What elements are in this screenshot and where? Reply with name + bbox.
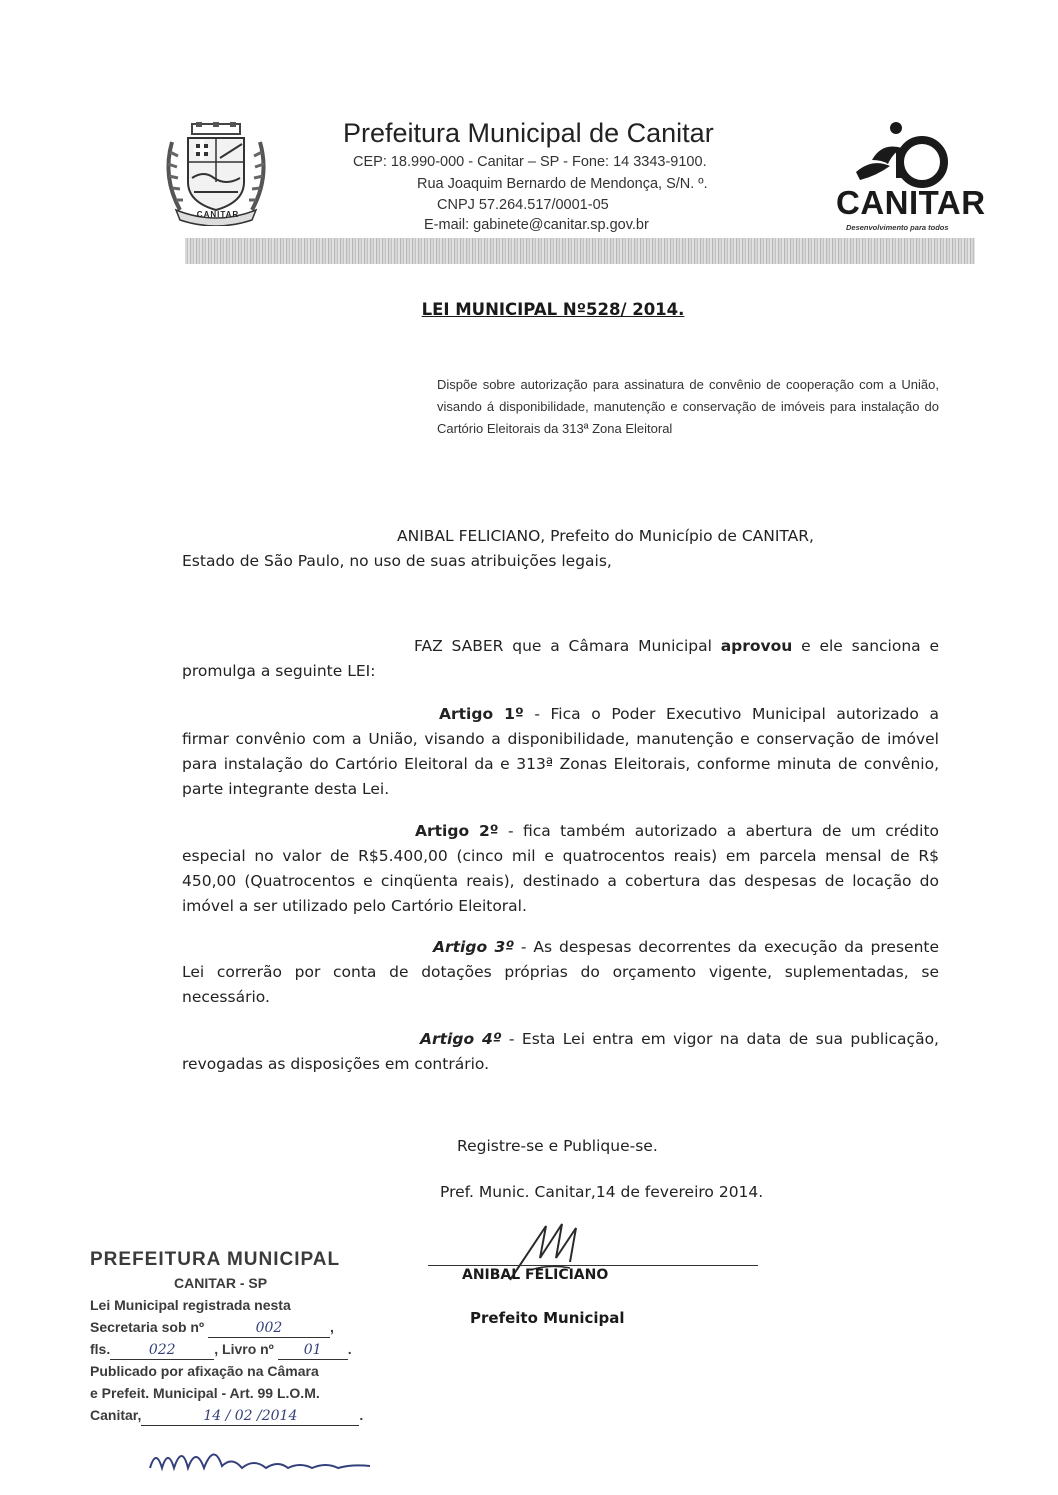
stamp-line-4: Secretaria sob nº 002 , bbox=[90, 1319, 334, 1336]
header-address-line: Rua Joaquim Bernardo de Mendonça, S/N. º. bbox=[417, 176, 708, 192]
intro-line-2: Estado de São Paulo, no uso de suas atribuições legais, bbox=[182, 552, 612, 570]
stamp-record-number: 002 bbox=[208, 1319, 330, 1338]
article-2-label: Artigo 2º bbox=[415, 822, 499, 840]
header-cnpj-line: CNPJ 57.264.517/0001-05 bbox=[437, 197, 609, 213]
article-1-label: Artigo 1º bbox=[439, 705, 524, 723]
secretary-signature-scribble bbox=[142, 1438, 382, 1483]
stamp-line-1: PREFEITURA MUNICIPAL bbox=[90, 1249, 341, 1270]
article-4-label: Artigo 4º bbox=[420, 1030, 502, 1048]
header-cep-line: CEP: 18.990-000 - Canitar – SP - Fone: 14 3343-9100. bbox=[353, 154, 707, 170]
canitar-logo-icon bbox=[842, 120, 962, 194]
faz-saber-paragraph: FAZ SABER que a Câmara Municipal aprovou e ele sanciona e promulga a seguinte LEI: bbox=[182, 637, 939, 680]
canitar-logo-text: CANITAR bbox=[836, 184, 986, 221]
date-line: Pref. Munic. Canitar,14 de fevereiro 2014. bbox=[440, 1183, 764, 1201]
signature-line bbox=[428, 1265, 758, 1266]
crest-label: CANITAR bbox=[196, 210, 240, 219]
intro-line-1: ANIBAL FELICIANO, Prefeito do Município de CANITAR, bbox=[397, 527, 814, 545]
page-title: Prefeitura Municipal de Canitar bbox=[343, 118, 714, 148]
stamp-line-6: Publicado por afixação na Câmara bbox=[90, 1363, 319, 1379]
stamp-page-number: 022 bbox=[110, 1341, 214, 1360]
signature-name: ANIBAL FELICIANO bbox=[462, 1267, 609, 1283]
stamp-line-2: CANITAR - SP bbox=[174, 1275, 268, 1291]
law-summary: Dispõe sobre autorização para assinatura de convênio de cooperação com a União, visando á disponibilidade, manutenção e conservação de imóveis para instalação do Cartório Eleitorais da 313ª Zona Eleitoral bbox=[437, 377, 939, 436]
article-3: Artigo 3º - As despesas decorrentes da execução da presente Lei correrão por conta de dotações próprias do orçamento vigente, suplementadas, se necessário. bbox=[182, 938, 940, 1006]
canitar-logo-tagline: Desenvolvimento para todos bbox=[846, 223, 949, 232]
article-3-label: Artigo 3º bbox=[433, 938, 515, 956]
stamp-line-8: Canitar, 14 / 02 /2014 . bbox=[90, 1407, 364, 1424]
article-1: Artigo 1º - Fica o Poder Executivo Municipal autorizado a firmar convênio com a União, visando a disponibilidade, manutenção e conservação de imóvel para instalação do Cartório Eleitoral da e 313ª Zonas Eleitorais, conforme minuta de convênio, parte integrante desta Lei. bbox=[182, 705, 940, 798]
stamp-date: 14 / 02 /2014 bbox=[141, 1407, 359, 1426]
registre-line: Registre-se e Publique-se. bbox=[457, 1137, 658, 1155]
stamp-line-5: fls. 022 , Livro nº 01 . bbox=[90, 1341, 352, 1358]
stamp-line-3: Lei Municipal registrada nesta bbox=[90, 1297, 291, 1313]
stamp-book-number: 01 bbox=[278, 1341, 348, 1360]
article-4: Artigo 4º - Esta Lei entra em vigor na data de sua publicação, revogadas as disposições em contrário. bbox=[182, 1030, 939, 1073]
header-banner bbox=[185, 238, 975, 264]
article-2: Artigo 2º - fica também autorizado a abertura de um crédito especial no valor de R$5.400,00 (cinco mil e quatrocentos reais) em parcela mensal de R$ 450,00 (Quatrocentos e cinqüenta reais), destinado a cobertura das despesas de locação do imóvel a ser utilizado pelo Cartório Eleitoral. bbox=[182, 822, 939, 915]
law-title: LEI MUNICIPAL Nº528/ 2014. bbox=[421, 300, 685, 319]
registration-stamp bbox=[90, 1248, 390, 1426]
header-email-line: E-mail: gabinete@canitar.sp.gov.br bbox=[424, 217, 649, 233]
stamp-line-7: e Prefeit. Municipal - Art. 99 L.O.M. bbox=[90, 1385, 320, 1401]
signature-role: Prefeito Municipal bbox=[470, 1309, 625, 1327]
